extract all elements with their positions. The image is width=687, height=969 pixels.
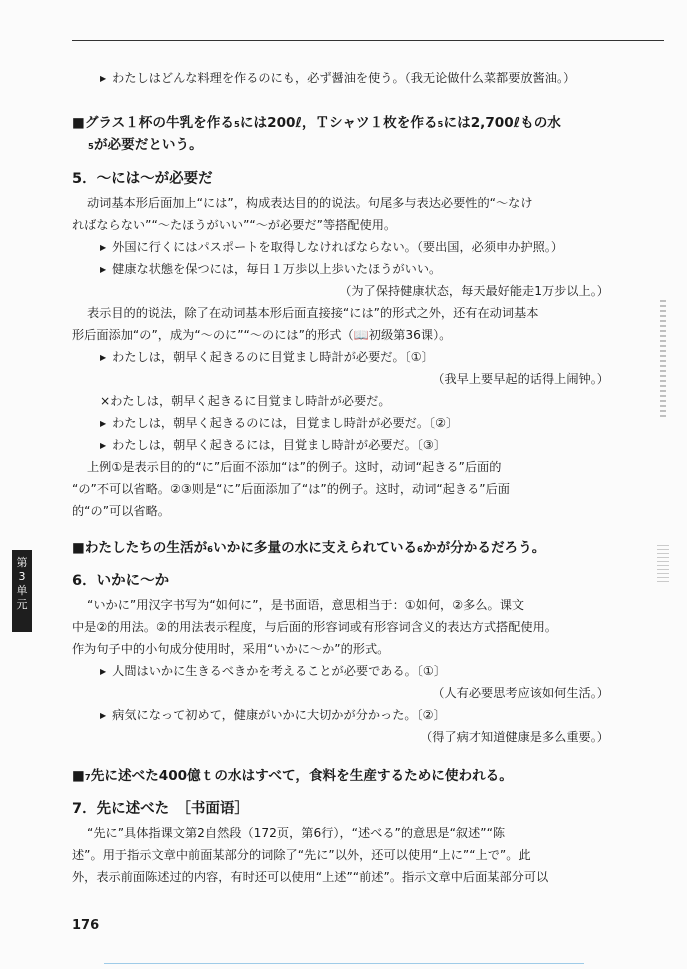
section5-ex1: ▶ 外国に行くにはパスポートを取得しなければならない。（要出国，必须申办护照。） [100,239,660,257]
section5-title: 5．～には～が必要だ [72,171,213,187]
example-top: ▶ わたしはどんな料理を作るのにも，必ず醤油を使う。（我无论做什么菜都要放酱油。） [100,70,660,88]
section7-p1-line1: “先に”具体指课文第2自然段（172页，第6行），“述べる”的意思是“叙述”“陈 [87,826,506,840]
section6-ex2-translation: （得了病才知道健康是多么重要。） [420,730,609,744]
section5-ex5: ▶ わたしは，朝早く起きるには，目覚まし時計が必要だ。〔③〕 [100,437,660,455]
section7-title: 7．先に述べた ［书面语］ [72,801,249,817]
heading-b: ■わたしたちの生活が₆いかに多量の水に支えられている₆かが分かるだろう。 [72,540,546,556]
section5-ex3: ▶ わたしは，朝早く起きるのに目覚まし時計が必要だ。〔①〕 [100,349,660,367]
heading-c: ■₇先に述べた400億ｔの水はすべて，食料を生産するために使われる。 [72,768,513,784]
unit-side-tab [12,550,32,632]
section6-p1-line1: “いかに”用汉字书写为“如何に”，是书面语，意思相当于：①如何，②多么。课文 [87,598,525,612]
scan-artifact [660,300,666,420]
section5-p2-line1: 表示目的的说法，除了在动词基本形后面直接接“には”的形式之外，还有在动词基本 [87,306,539,320]
section5-ex-wrong: ×わたしは，朝早く起きるに目覚まし時計が必要だ。 [100,394,391,408]
heading-a-line2: ₅が必要だという。 [88,137,203,153]
top-rule [72,40,664,41]
section6-title: 6．いかに～か [72,573,170,589]
section6-p1-line3: 作为句子中的小句成分使用时，采用“いかに～か”的形式。 [72,642,390,656]
side-tab-char-3: 单 [16,584,28,597]
section5-p3-line2: “の”不可以省略。②③则是“に”后面添加了“は”的例子。这时，动词“起きる”后面 [72,482,510,496]
heading-a-line1: ■グラス１杯の牛乳を作る₅には200ℓ，Ｔシャツ１枚を作る₅には2,700ℓもの水 [72,115,561,131]
scan-artifact-2 [657,545,669,585]
section5-ex4: ▶ わたしは，朝早く起きるのには，目覚まし時計が必要だ。〔②〕 [100,415,660,433]
bottom-rule [104,963,584,964]
side-tab-char-1: 第 [16,556,28,569]
section5-ex2: ▶ 健康な状態を保つには，毎日１万歩以上歩いたほうがいい。 [100,261,660,279]
section5-p2-line2: 形后面添加“の”，成为“～のに”“～のには”的形式（📖初级第36课）。 [72,328,452,342]
section5-ex2-translation: （为了保持健康状态，每天最好能走1万步以上。） [339,284,609,298]
section6-ex1-translation: （人有必要思考应该如何生活。） [432,686,609,700]
section5-p1-line2: ればならない”“～たほうがいい”“～が必要だ”等搭配使用。 [72,218,397,232]
section7-p1-line3: 外，表示前面陈述过的内容，有时还可以使用“上述”“前述”。指示文章中后面某部分可以 [72,870,549,884]
section5-p3-line1: 上例①是表示目的的“に”后面不添加“は”的例子。这时，动词“起きる”后面的 [87,460,502,474]
section5-ex3-translation: （我早上要早起的话得上闹钟。） [432,372,609,386]
section5-p1-line1: 动词基本形后面加上“には”，构成表达目的的说法。句尾多与表达必要性的“～なけ [87,196,533,210]
section6-ex1: ▶ 人間はいかに生きるべきかを考えることが必要である。〔①〕 [100,663,660,681]
side-tab-char-4: 元 [16,598,28,611]
section6-ex2: ▶ 病気になって初めて，健康がいかに大切かが分かった。〔②〕 [100,707,660,725]
page-number: 176 [72,918,100,933]
side-tab-char-2: 3 [18,570,26,583]
section7-p1-line2: 述”。用于指示文章中前面某部分的词除了“先に”以外，还可以使用“上に”“上で”。此 [72,848,531,862]
section5-p3-line3: 的“の”可以省略。 [72,504,170,518]
section6-p1-line2: 中是②的用法。②的用法表示程度，与后面的形容词或有形容词含义的表达方式搭配使用。 [72,620,557,634]
